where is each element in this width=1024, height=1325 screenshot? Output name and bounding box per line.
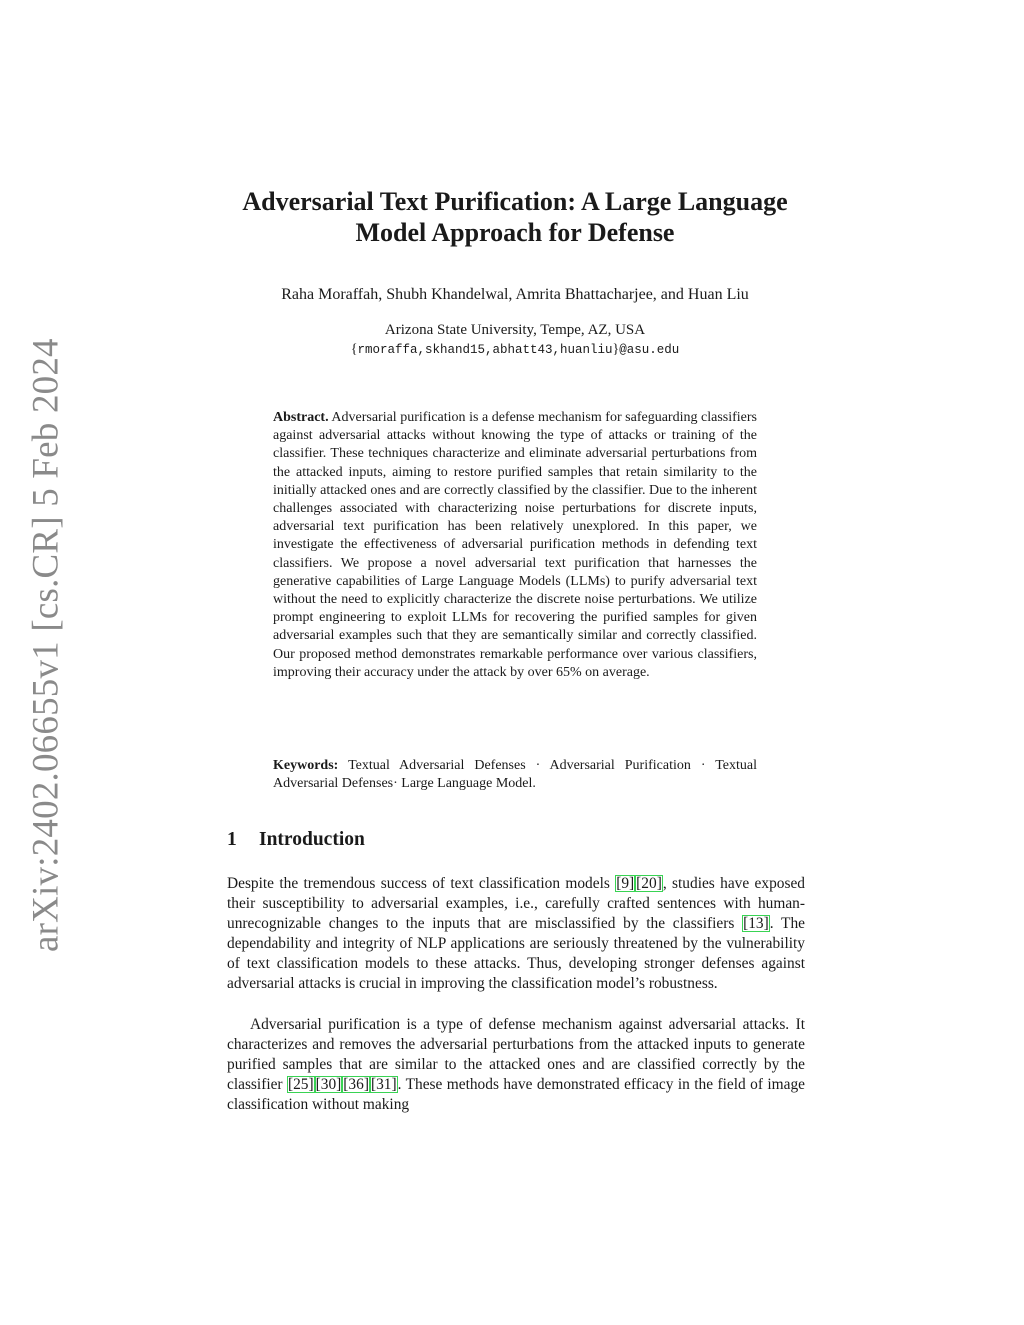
- section-title: Introduction: [259, 829, 365, 850]
- author-list: Raha Moraffah, Shubh Khandelwal, Amrita Bhattacharjee, and Huan Liu: [281, 286, 749, 303]
- email-domain: @asu.edu: [619, 343, 680, 357]
- intro-text: Despite the tremendous success of text classification models: [227, 875, 616, 892]
- citation-link[interactable]: [25]: [287, 1076, 314, 1093]
- intro-text: , studies have exposed their susceptibility to adversarial examples, i.e., carefully crafted sentences with human-unrecognizable changes to the inputs that are misclassified by the classifiers: [227, 875, 805, 932]
- section-number: 1: [227, 829, 237, 850]
- keywords-label: Keywords:: [273, 758, 339, 773]
- abstract-label: Abstract.: [273, 410, 329, 425]
- intro-paragraph-1: [227, 874, 805, 994]
- email-brace-open: {: [350, 342, 358, 357]
- email-brace-close: }: [612, 342, 620, 357]
- citation-link[interactable]: [13]: [743, 915, 769, 932]
- citation-link[interactable]: [9]: [616, 875, 635, 892]
- title-line-1: Adversarial Text Purification: A Large Language: [242, 187, 788, 216]
- email-handles: rmoraffa,skhand15,abhatt43,huanliu: [357, 343, 613, 357]
- abstract-text: Adversarial purification is a defense mechanism for safeguarding classifiers against adversarial attacks without knowing the type of attacks or training of the classifier. These techniques characterize and eliminate adversarial perturbations from the attacked inputs, aiming to restore purified samples that retain similarity to the initially attacked ones and are correctly classified by the classifier. Due to the inherent challenges associated with characterizing noise perturbations for discrete inputs, adversarial text purification has been relatively unexplored. In this paper, we investigate the effectiveness of adversarial purification methods in defending text classifiers. We propose a novel adversarial text purification that harnesses the generative capabilities of Large Language Models (LLMs) to purify adversarial text without the need to explicitly characterize the discrete noise perturbations. We utilize prompt engineering to exploit LLMs for recovering the purified samples for given adversarial examples such that they are semantically similar and correctly classified. Our proposed method demonstrates remarkable performance over various classifiers, improving their accuracy under the attack by over 65% on average.: [273, 410, 757, 680]
- paper-title: [200, 186, 830, 248]
- citation-link[interactable]: [36]: [343, 1076, 369, 1093]
- citation-link[interactable]: [30]: [315, 1076, 342, 1093]
- section-heading-introduction: [227, 828, 365, 852]
- abstract: [273, 409, 757, 682]
- citation-link[interactable]: [20]: [636, 875, 662, 892]
- title-line-2: Model Approach for Defense: [355, 218, 675, 247]
- keywords: [273, 757, 757, 793]
- intro-paragraph-2: [227, 1015, 805, 1115]
- affiliation: Arizona State University, Tempe, AZ, USA: [384, 322, 646, 338]
- intro-text: Adversarial purification is a type of defense mechanism against adversarial attacks. It characterizes and removes the adversarial perturbations from the attacked inputs to generate purified samples that are similar to the attacked ones and are classified correctly by the classifier: [227, 1016, 805, 1093]
- citation-link[interactable]: [31]: [370, 1076, 397, 1093]
- arxiv-identifier-stamp: arXiv:2402.06655v1 [cs.CR] 5 Feb 2024: [25, 338, 67, 952]
- intro-text: . These methods have demonstrated efficacy in the field of image classification without making: [227, 1076, 805, 1113]
- keywords-text: Textual Adversarial Defenses · Adversarial Purification · Textual Adversarial Defenses· Large Language Model.: [273, 758, 758, 792]
- intro-text: . The dependability and integrity of NLP applications are seriously threatened by the vulnerability of text classification models to these attacks. Thus, developing stronger defenses against adversarial attacks is crucial in improving the classification model’s robustness.: [227, 915, 805, 992]
- author-emails: [200, 340, 830, 360]
